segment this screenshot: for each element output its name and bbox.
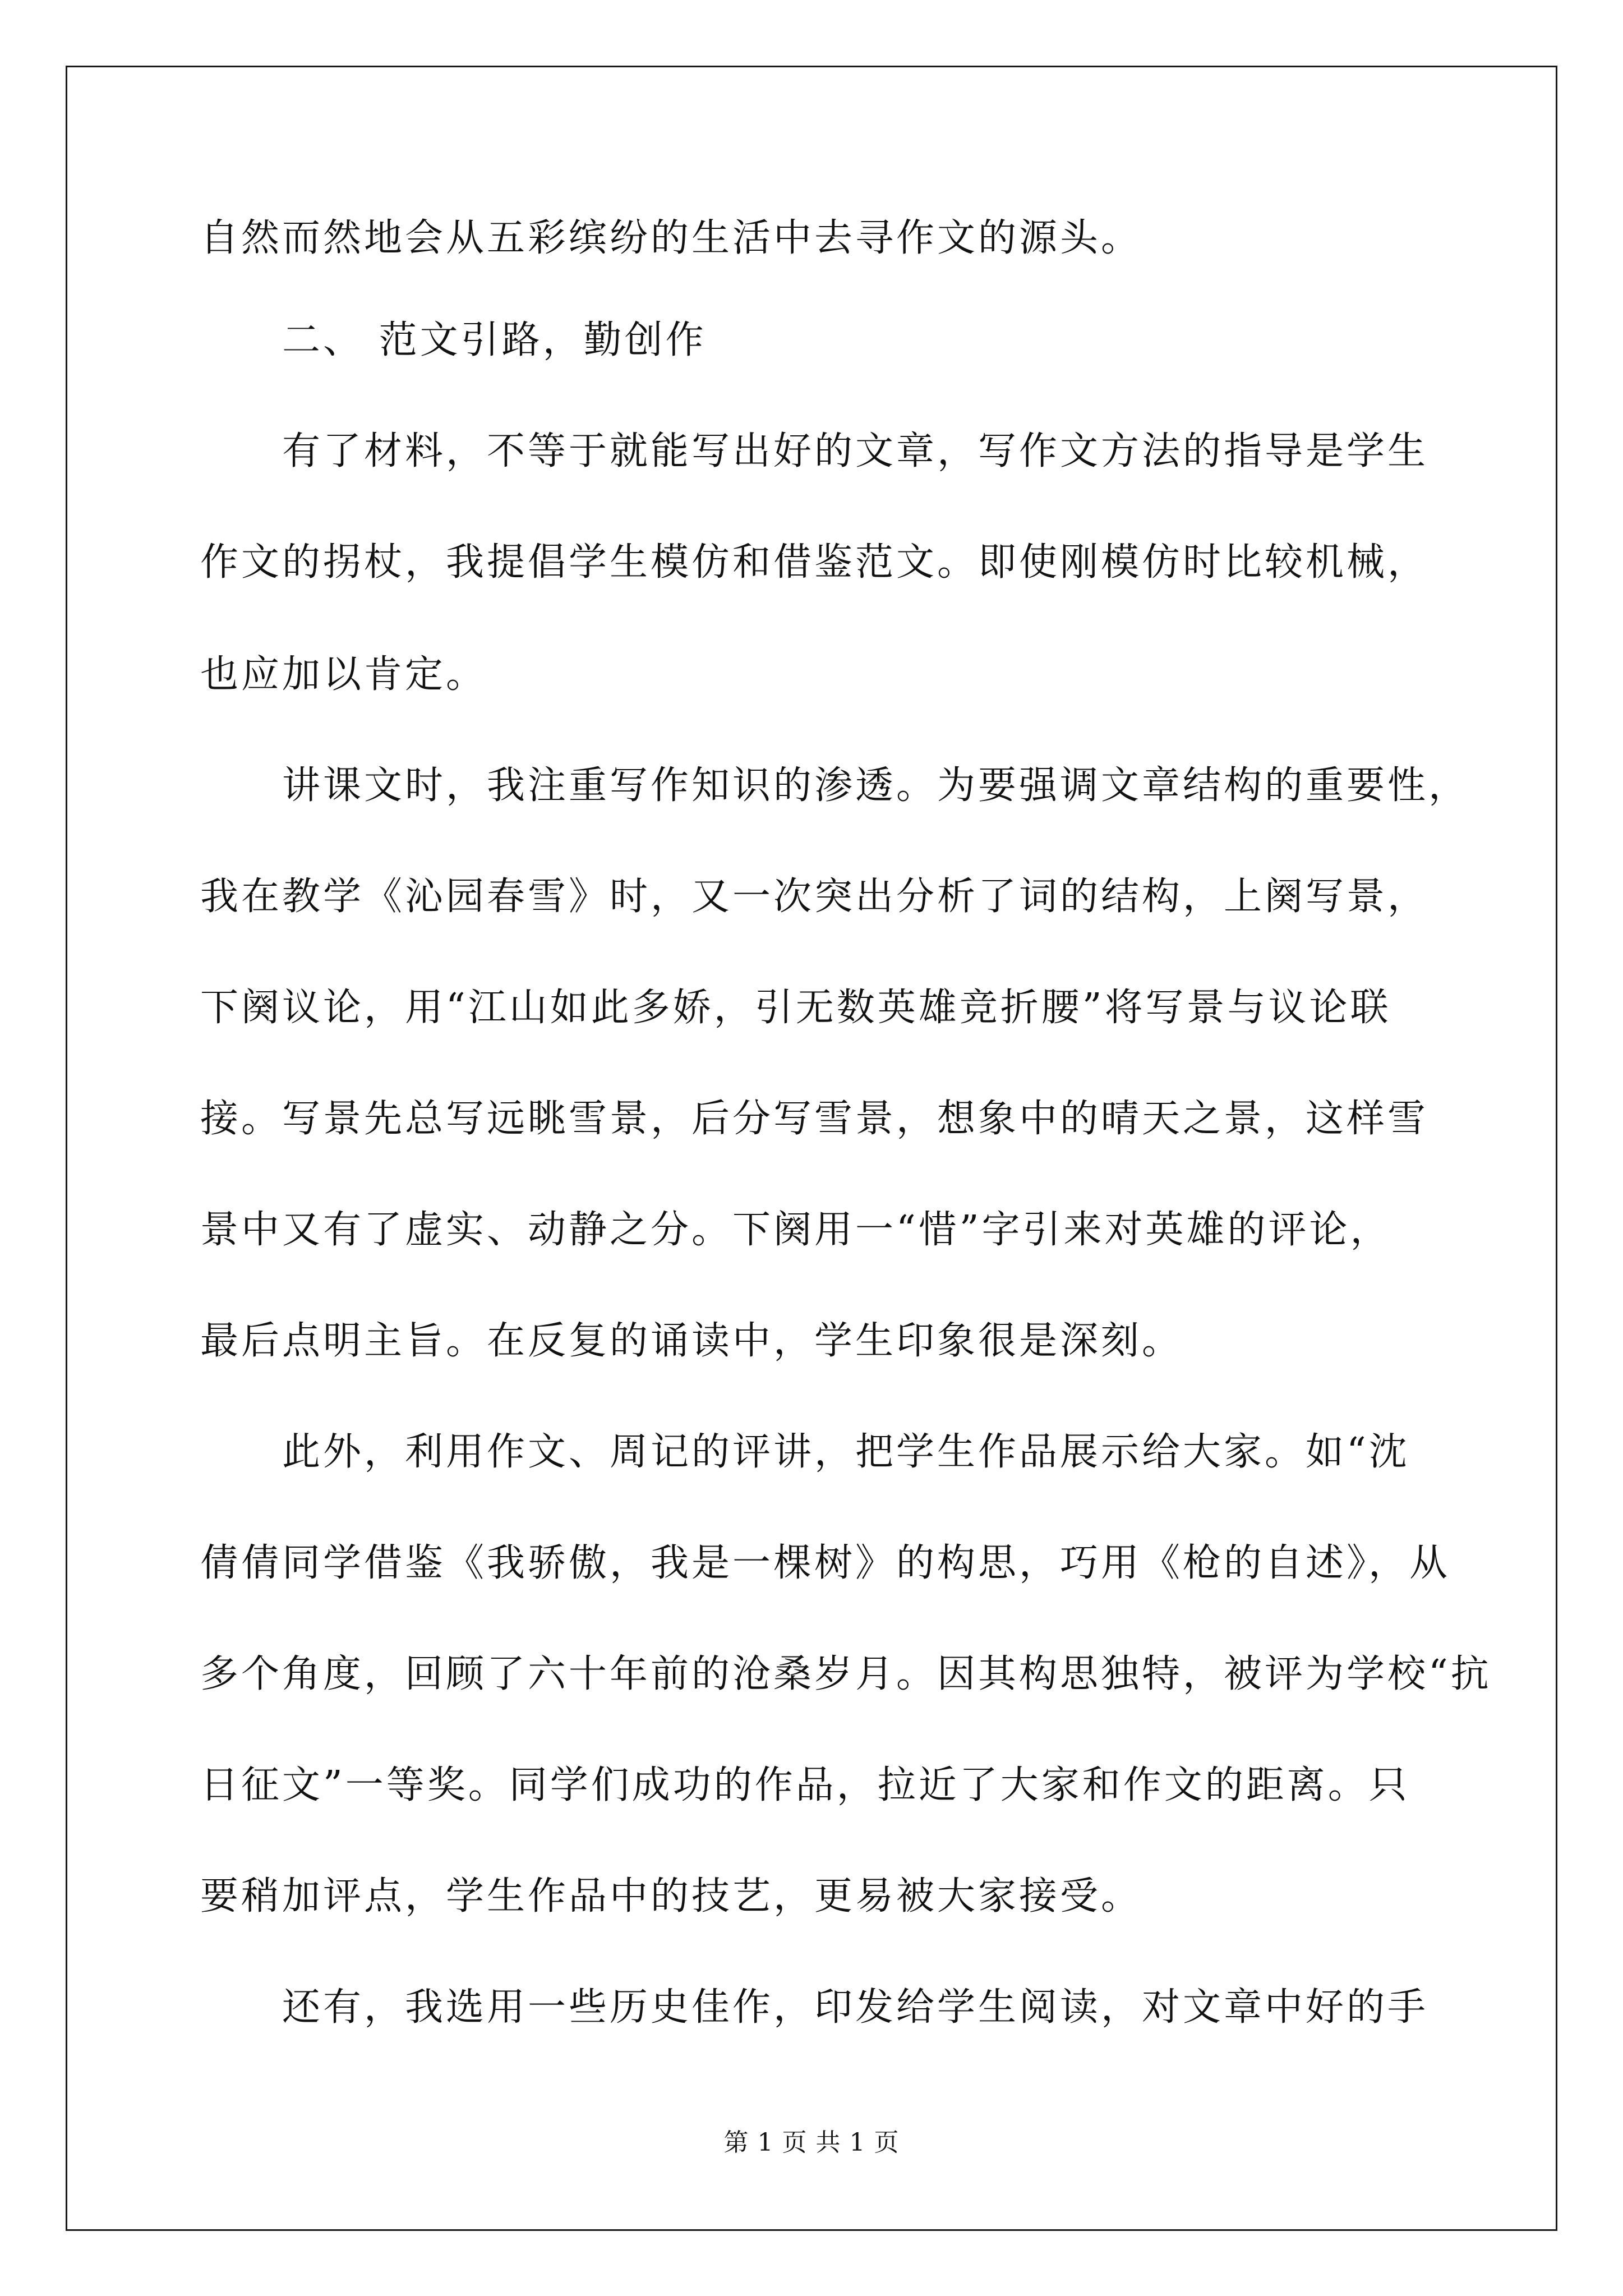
- text-line: 有了材料，不等于就能写出好的文章，写作文方法的指导是学生: [282, 429, 1429, 473]
- text-line: 我在教学《沁园春雪》时，又一次突出分析了词的结构，上阕写景，: [200, 875, 1429, 919]
- text-line: 日征文”一等奖。同学们成功的作品，拉近了大家和作文的距离。只: [200, 1763, 1410, 1807]
- text-line: 倩倩同学借鉴《我骄傲，我是一棵树》的构思，巧用《枪的自述》，从: [200, 1541, 1451, 1585]
- text-line: 讲课文时，我注重写作知识的渗透。为要强调文章结构的重要性，: [282, 763, 1470, 808]
- text-line: 此外，利用作文、周记的评讲，把学生作品展示给大家。如“沈: [282, 1430, 1410, 1474]
- text-line: 也应加以肯定。: [200, 652, 487, 697]
- text-line: 多个角度，回顾了六十年前的沧桑岁月。因其构思独特，被评为学校“抗: [200, 1652, 1492, 1696]
- section-heading: 二、 范文引路，勤创作: [282, 318, 707, 362]
- text-line: 自然而然地会从五彩缤纷的生活中去寻作文的源头。: [200, 216, 1142, 260]
- text-line: 景中又有了虚实、动静之分。下阕用一“惜”字引来对英雄的评论，: [200, 1208, 1391, 1252]
- text-line: 要稍加评点，学生作品中的技艺，更易被大家接受。: [200, 1874, 1142, 1918]
- text-line: 下阕议论，用“江山如此多娇，引无数英雄竞折腰”将写景与议论联: [200, 986, 1391, 1030]
- text-line: 作文的拐杖，我提倡学生模仿和借鉴范文。即使刚模仿时比较机械，: [200, 540, 1429, 585]
- text-line: 最后点明主旨。在反复的诵读中，学生印象很是深刻。: [200, 1319, 1183, 1363]
- text-line: 还有，我选用一些历史佳作，印发给学生阅读，对文章中好的手: [282, 1985, 1429, 2030]
- page-number-footer: 第 1 页 共 1 页: [723, 2128, 900, 2157]
- text-line: 接。写景先总写远眺雪景，后分写雪景，想象中的晴天之景，这样雪: [200, 1097, 1429, 1141]
